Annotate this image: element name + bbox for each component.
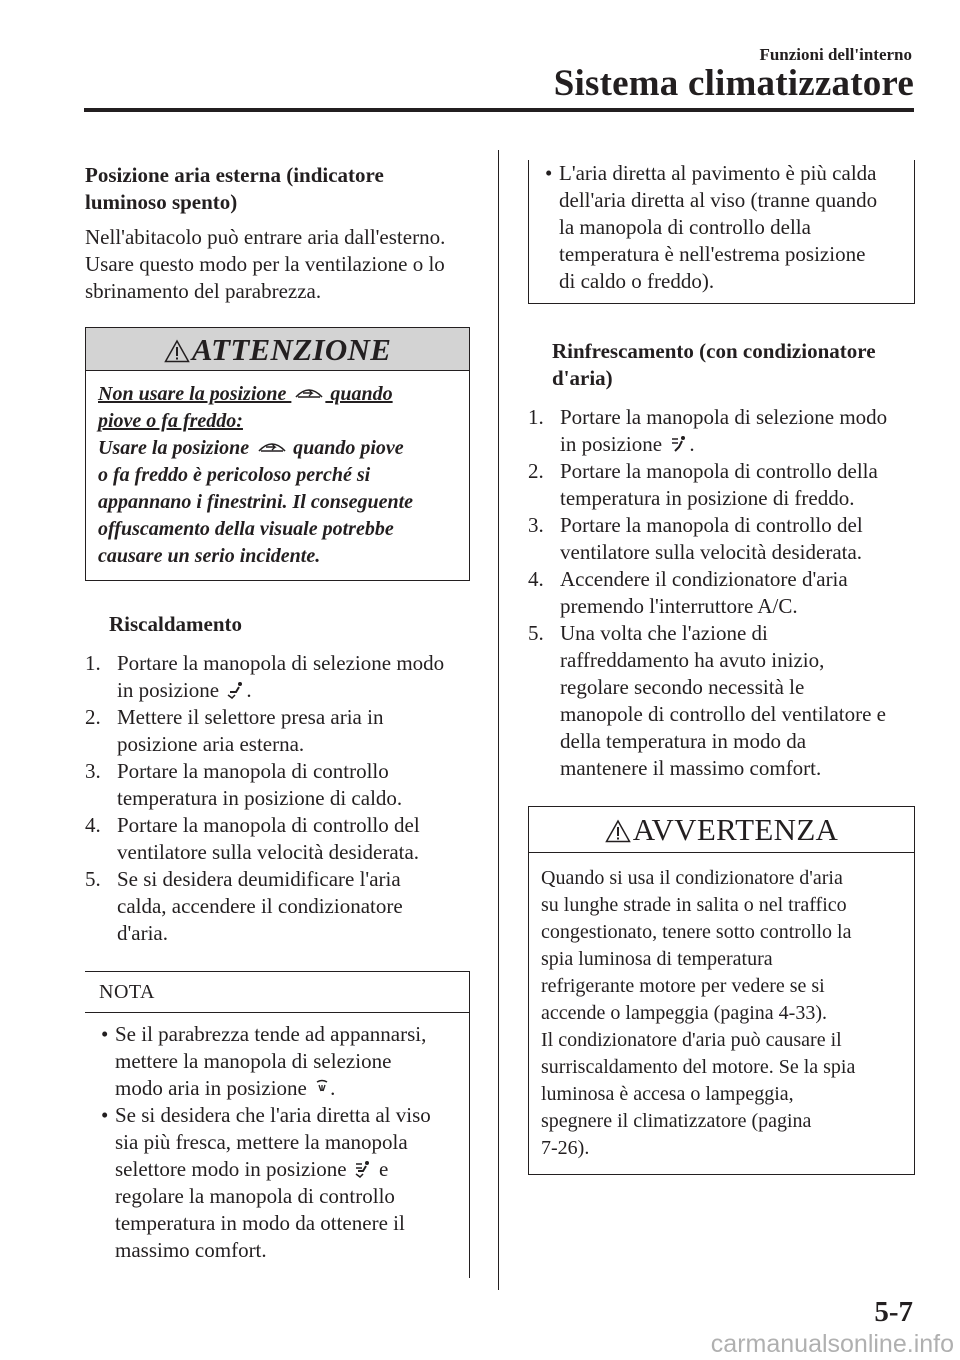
note-title: NOTA	[85, 972, 469, 1013]
outside-air-heading	[85, 162, 470, 216]
note-body	[85, 1013, 469, 1278]
heading-line: Posizione aria esterna (indicatore	[85, 163, 384, 187]
step-item: 5. Una volta che l'azione di raffreddamento ha avuto inizio, regolare secondo necessità le manopole di controllo del ventilatore e della temperatura in modo da mantenere il massimo comfort.	[528, 621, 886, 780]
header-rule	[84, 108, 914, 112]
caution-line: o fa freddo è pericoloso perché si	[98, 464, 371, 486]
heating-steps	[85, 650, 470, 947]
outside-air-intro	[85, 224, 470, 305]
caution-title: ATTENZIONE	[191, 332, 392, 367]
step-item: 5. Se si desidera deumidificare l'aria calda, accendere il condizionatore d'aria.	[85, 867, 403, 945]
note-box	[85, 971, 470, 1278]
caution-body	[86, 371, 469, 580]
defrost-icon	[314, 1079, 330, 1097]
text-line: Usare questo modo per la ventilazione o lo	[85, 252, 445, 276]
face-mode-icon	[669, 435, 689, 453]
caution-line: appannano i finestrini. Il conseguente	[98, 491, 414, 513]
floor-mode-icon	[226, 681, 246, 699]
note-bullet: • L'aria diretta al pavimento è più calda dell'aria diretta al viso (tranne quando la manopola di controllo della temperatura è nell'estrema posizione di caldo o freddo).	[545, 161, 878, 293]
column-divider	[498, 150, 499, 1290]
section-label: Funzioni dell'interno	[759, 45, 912, 64]
caution-box	[85, 327, 470, 581]
step-item: 4. Accendere il condizionatore d'aria premendo l'interruttore A/C.	[528, 567, 848, 618]
caution-line: piove o fa freddo:	[98, 410, 243, 432]
warning-triangle-icon	[164, 339, 190, 363]
step-item: 2. Portare la manopola di controllo della temperatura in posizione di freddo.	[528, 459, 878, 510]
step-item: 1. Portare la manopola di selezione modo in posizione .	[85, 651, 445, 702]
caution-line: Usare la posizione quando piove	[98, 437, 404, 459]
step-item: 4. Portare la manopola di controllo del ventilatore sulla velocità desiderata.	[85, 813, 420, 864]
cooling-steps	[528, 404, 915, 782]
caution-line: causare un serio incidente.	[98, 545, 321, 567]
text-line: Nell'abitacolo può entrare aria dall'esterno.	[85, 225, 446, 249]
heading-line: luminoso spento)	[85, 190, 238, 214]
caution-line: Non usare la posizione quando	[98, 383, 393, 405]
warning-header	[529, 807, 914, 853]
text-line: sbrinamento del parabrezza.	[85, 279, 322, 303]
outside-air-icon	[293, 384, 325, 402]
warning-triangle-icon	[605, 819, 631, 843]
step-item: 3. Portare la manopola di controllo del ventilatore sulla velocità desiderata.	[528, 513, 863, 564]
note-bullet: • Se si desidera che l'aria diretta al viso sia più fresca, mettere la manopola selettore modo in posizione e regolare la manopola di controllo temperatura in modo da ottenere il massimo comfort.	[101, 1103, 431, 1262]
right-column	[528, 160, 915, 1175]
warning-body: Quando si usa il condizionatore d'aria su lunghe strade in salita o nel traffico congestionato, tenere sotto controllo la spia luminosa di temperatura refrigerante motore per vedere se si accende o lampeggia (pagina 4-33). Il condizionatore d'aria può causare il surriscaldamento del motore. Se la spia luminosa è accesa o lampeggia, spegnere il climatizzatore (pagina 7-26).	[541, 867, 856, 1159]
warning-box	[528, 806, 915, 1175]
outside-air-icon	[256, 438, 288, 456]
left-column	[85, 162, 470, 1278]
step-item: 2. Mettere il selettore presa aria in posizione aria esterna.	[85, 705, 384, 756]
heating-heading: Riscaldamento	[109, 612, 242, 636]
bi-level-mode-icon	[354, 1160, 374, 1178]
page-number: 5-7	[874, 1296, 913, 1328]
cooling-heading: Rinfrescamento (con condizionatore d'aria)	[552, 339, 876, 390]
note-bullet: • Se il parabrezza tende ad appannarsi, mettere la manopola di selezione modo aria in posizione .	[101, 1022, 427, 1100]
step-item: 3. Portare la manopola di controllo temperatura in posizione di caldo.	[85, 759, 403, 810]
caution-line: offuscamento della visuale potrebbe	[98, 518, 394, 540]
watermark: carmanualsonline.info	[710, 1330, 954, 1358]
caution-header	[86, 328, 469, 371]
warning-title: AVVERTENZA	[632, 812, 839, 847]
page-title: Sistema climatizzatore	[553, 63, 914, 104]
note-box-continued	[528, 160, 915, 304]
step-item: 1. Portare la manopola di selezione modo in posizione .	[528, 405, 888, 456]
